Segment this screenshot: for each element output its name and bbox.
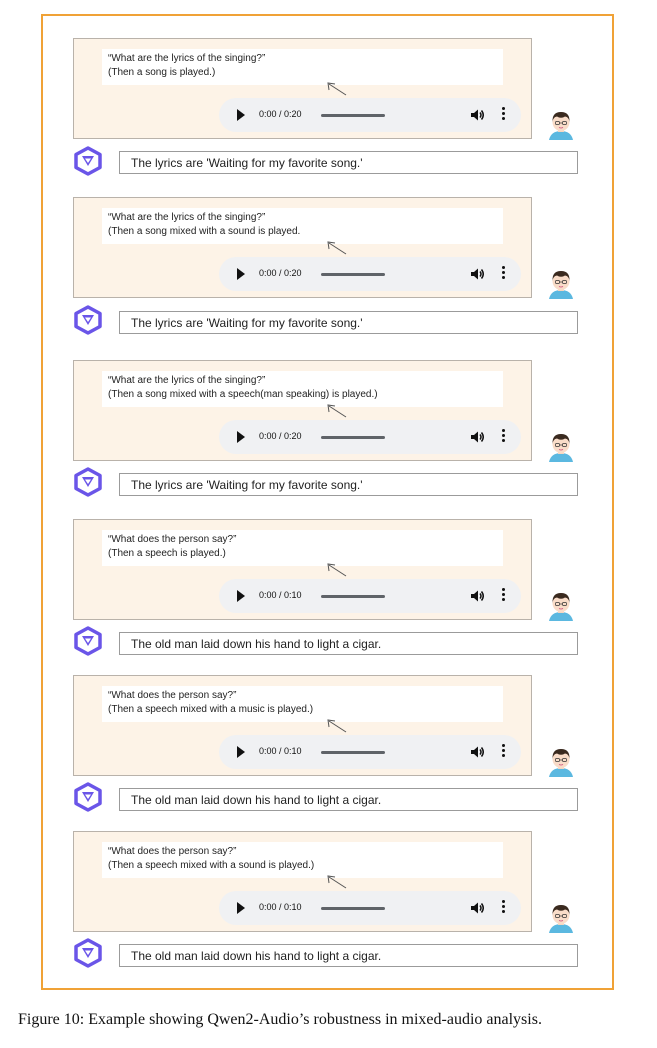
prompt-text	[102, 371, 503, 407]
qwen-logo-icon	[73, 305, 103, 335]
progress-bar[interactable]	[321, 751, 385, 754]
prompt-audio-note: (Then a speech mixed with a music is played.)	[108, 704, 314, 715]
prompt-audio-note: (Then a song mixed with a speech(man speaking) is played.)	[108, 389, 378, 400]
more-vert-icon[interactable]	[502, 266, 506, 282]
play-icon[interactable]	[237, 902, 245, 914]
prompt-audio-note: (Then a song mixed with a sound is played.	[108, 226, 301, 237]
prompt-text	[102, 686, 503, 722]
figure-caption: Figure 10: Example showing Qwen2-Audio’s robustness in mixed-audio analysis.	[18, 1011, 542, 1028]
qwen-logo-icon	[73, 467, 103, 497]
prompt-text	[102, 530, 503, 566]
assistant-answer: The old man laid down his hand to light a cigar.	[119, 944, 578, 967]
assistant-answer: The old man laid down his hand to light a cigar.	[119, 632, 578, 655]
volume-icon[interactable]	[470, 901, 485, 915]
user-avatar-icon	[549, 591, 573, 621]
volume-icon[interactable]	[470, 589, 485, 603]
prompt-question: “What does the person say?”	[108, 690, 237, 701]
user-avatar-icon	[549, 747, 573, 777]
audio-time: 0:00 / 0:20	[259, 268, 302, 278]
play-icon[interactable]	[237, 431, 245, 443]
user-message-panel	[73, 38, 532, 139]
audio-player[interactable]	[219, 420, 521, 454]
audio-player[interactable]	[219, 98, 521, 132]
prompt-question: “What does the person say?”	[108, 534, 237, 545]
user-message-panel	[73, 831, 532, 932]
qwen-logo-icon	[73, 782, 103, 812]
more-vert-icon[interactable]	[502, 900, 506, 916]
pointer-arrow-icon	[326, 718, 348, 734]
qwen-logo-icon	[73, 626, 103, 656]
pointer-arrow-icon	[326, 403, 348, 419]
progress-bar[interactable]	[321, 114, 385, 117]
play-icon[interactable]	[237, 109, 245, 121]
volume-icon[interactable]	[470, 108, 485, 122]
qwen-logo-icon	[73, 938, 103, 968]
assistant-answer: The old man laid down his hand to light a cigar.	[119, 788, 578, 811]
progress-bar[interactable]	[321, 436, 385, 439]
prompt-audio-note: (Then a song is played.)	[108, 67, 216, 78]
progress-bar[interactable]	[321, 907, 385, 910]
audio-time: 0:00 / 0:10	[259, 746, 302, 756]
audio-time: 0:00 / 0:20	[259, 109, 302, 119]
user-message-panel	[73, 197, 532, 298]
audio-player[interactable]	[219, 735, 521, 769]
prompt-question: “What are the lyrics of the singing?”	[108, 53, 266, 64]
volume-icon[interactable]	[470, 267, 485, 281]
more-vert-icon[interactable]	[502, 429, 506, 445]
prompt-text	[102, 842, 503, 878]
qwen-logo-icon	[73, 146, 103, 176]
user-message-panel	[73, 675, 532, 776]
prompt-question: “What are the lyrics of the singing?”	[108, 375, 266, 386]
more-vert-icon[interactable]	[502, 588, 506, 604]
user-avatar-icon	[549, 903, 573, 933]
assistant-answer: The lyrics are 'Waiting for my favorite song.'	[119, 473, 578, 496]
prompt-text	[102, 49, 503, 85]
assistant-answer: The lyrics are 'Waiting for my favorite song.'	[119, 151, 578, 174]
audio-player[interactable]	[219, 257, 521, 291]
more-vert-icon[interactable]	[502, 744, 506, 760]
user-message-panel	[73, 519, 532, 620]
progress-bar[interactable]	[321, 595, 385, 598]
pointer-arrow-icon	[326, 874, 348, 890]
prompt-question: “What does the person say?”	[108, 846, 237, 857]
prompt-question: “What are the lyrics of the singing?”	[108, 212, 266, 223]
pointer-arrow-icon	[326, 240, 348, 256]
audio-time: 0:00 / 0:10	[259, 590, 302, 600]
audio-player[interactable]	[219, 579, 521, 613]
pointer-arrow-icon	[326, 81, 348, 97]
audio-time: 0:00 / 0:20	[259, 431, 302, 441]
prompt-audio-note: (Then a speech is played.)	[108, 548, 226, 559]
more-vert-icon[interactable]	[502, 107, 506, 123]
user-avatar-icon	[549, 432, 573, 462]
prompt-text	[102, 208, 503, 244]
volume-icon[interactable]	[470, 745, 485, 759]
volume-icon[interactable]	[470, 430, 485, 444]
user-avatar-icon	[549, 269, 573, 299]
user-avatar-icon	[549, 110, 573, 140]
play-icon[interactable]	[237, 268, 245, 280]
play-icon[interactable]	[237, 590, 245, 602]
pointer-arrow-icon	[326, 562, 348, 578]
user-message-panel	[73, 360, 532, 461]
assistant-answer: The lyrics are 'Waiting for my favorite song.'	[119, 311, 578, 334]
progress-bar[interactable]	[321, 273, 385, 276]
prompt-audio-note: (Then a speech mixed with a sound is played.)	[108, 860, 315, 871]
audio-player[interactable]	[219, 891, 521, 925]
audio-time: 0:00 / 0:10	[259, 902, 302, 912]
play-icon[interactable]	[237, 746, 245, 758]
